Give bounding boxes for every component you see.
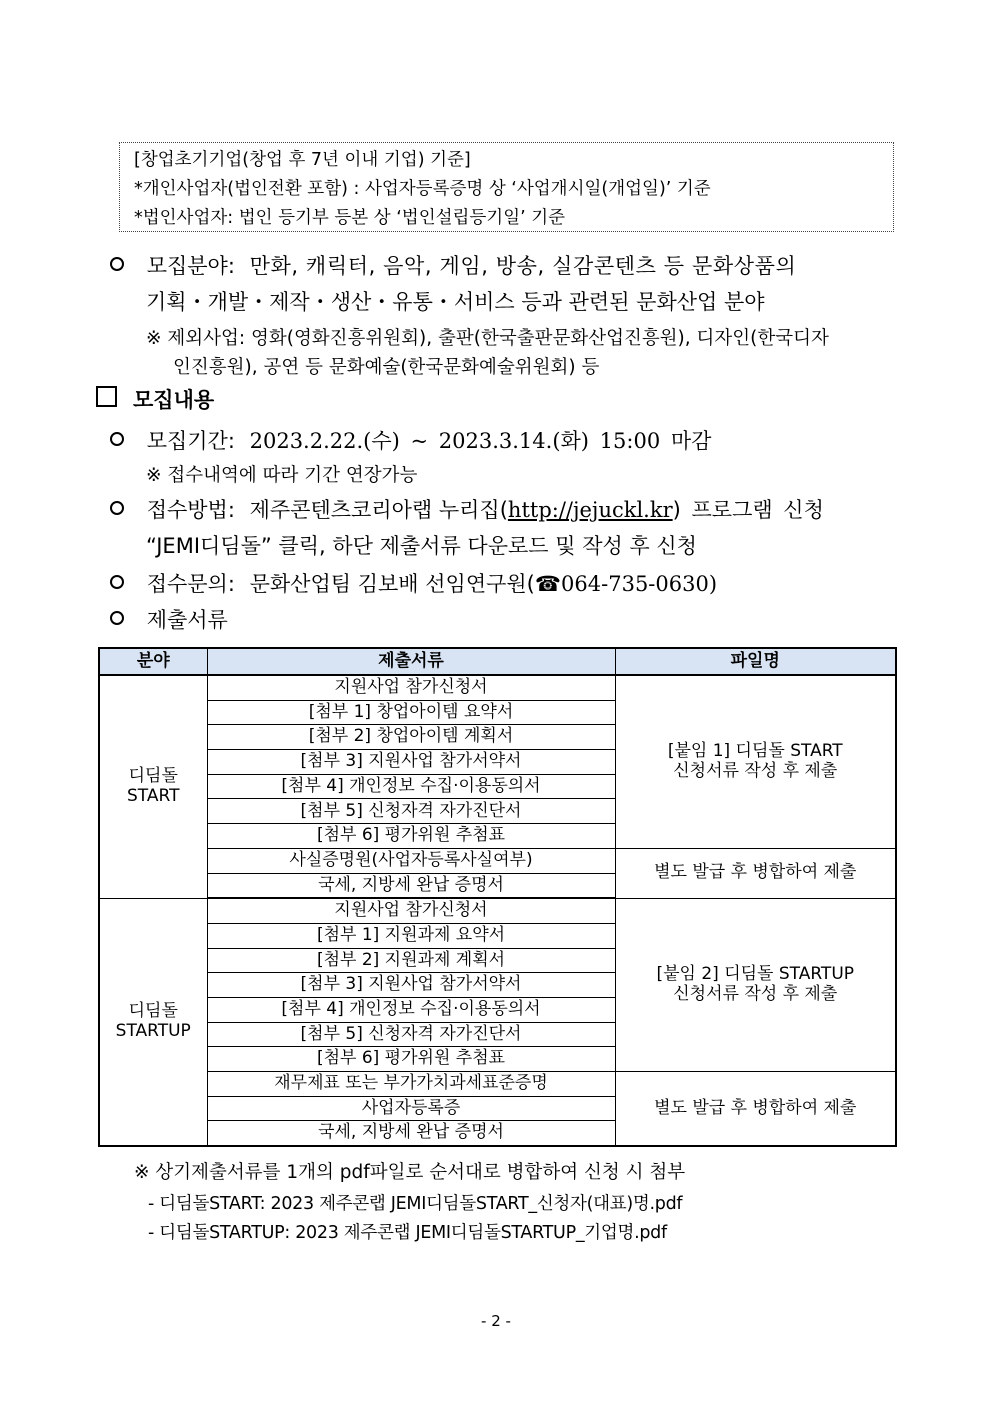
method-text-after: ) 프로그램 신청 <box>672 498 824 522</box>
circle-bullet-icon <box>110 432 124 446</box>
period-note: ※ 접수내역에 따라 기간 연장가능 <box>146 465 418 486</box>
criteria-individual: *개인사업자(법인전환 포함) : 사업자등록증명 상 ‘사업개시일(개업일)’ 기준 <box>134 179 711 199</box>
table-row <box>99 1072 896 1097</box>
document-cell: 사업자등록증 <box>207 1096 615 1121</box>
homepage-link[interactable]: http://jejuckl.kr <box>507 498 673 522</box>
field-exclusion-line2: 인진흥원), 공연 등 문화예술(한국문화예술위원회) 등 <box>173 357 600 378</box>
field-cell-startup <box>99 898 207 1146</box>
footnote-startup-filename: - 디딤돌STARTUP: 2023 제주콘랩 JEMI디딤돌STARTUP_기업명.pdf <box>148 1223 667 1243</box>
method-text-before: 제주콘텐츠코리아랩 누리집( <box>249 498 508 522</box>
period-value: 2023.2.22.(수) ~ 2023.3.14.(화) 15:00 마감 <box>249 429 712 453</box>
documents-label: 제출서류 <box>146 608 228 632</box>
criteria-heading: [창업초기기업(창업 후 7년 이내 기업) 기준] <box>134 150 471 170</box>
table-row <box>99 675 896 700</box>
method-item <box>110 494 824 524</box>
document-cell: [첨부 1] 창업아이템 요약서 <box>207 700 615 725</box>
document-cell: 지원사업 참가신청서 <box>207 675 615 700</box>
document-cell: 재무제표 또는 부가가치과세표준증명 <box>207 1072 615 1097</box>
checkbox-icon <box>96 386 117 407</box>
period-item <box>110 425 711 455</box>
document-cell: [첨부 5] 신청자격 자가진단서 <box>207 799 615 824</box>
circle-bullet-icon <box>110 501 124 515</box>
document-cell: [첨부 3] 지원사업 참가서약서 <box>207 750 615 775</box>
table-header-row <box>99 648 896 675</box>
contact-phone: 064-735-0630) <box>561 572 718 596</box>
field-label: 모집분야: <box>146 254 235 278</box>
method-line2: “JEMI디딤돌” 클릭, 하단 제출서류 다운로드 및 작성 후 신청 <box>146 534 697 558</box>
criteria-box <box>119 142 894 232</box>
document-cell: [첨부 3] 지원사업 참가서약서 <box>207 973 615 998</box>
header-field: 분야 <box>99 648 207 675</box>
field-cell-start <box>99 675 207 898</box>
field-line2: 기획・개발・제작・생산・유통・서비스 등과 관련된 문화산업 분야 <box>146 290 765 314</box>
header-documents: 제출서류 <box>207 648 615 675</box>
documents-table <box>98 647 897 1147</box>
phone-icon: ☎ <box>534 572 562 596</box>
contact-label: 접수문의: <box>146 572 235 596</box>
field-line1: 만화, 캐릭터, 음악, 게임, 방송, 실감콘텐츠 등 문화상품의 <box>249 254 797 278</box>
document-cell: [첨부 4] 개인정보 수집·이용동의서 <box>207 774 615 799</box>
filename-cell: 별도 발급 후 병합하여 제출 <box>615 1072 896 1147</box>
filename-cell: [붙임 1] 디딤돌 START 신청서류 작성 후 제출 <box>615 675 896 848</box>
document-cell: 국세, 지방세 완납 증명서 <box>207 1121 615 1146</box>
documents-item <box>110 604 228 634</box>
document-cell: [첨부 1] 지원과제 요약서 <box>207 923 615 948</box>
field-item <box>110 250 796 280</box>
table-row <box>99 898 896 923</box>
filename-cell: 별도 발급 후 병합하여 제출 <box>615 848 896 898</box>
method-label: 접수방법: <box>146 498 235 522</box>
footnote-start-filename: - 디딤돌START: 2023 제주콘랩 JEMI디딤돌START_신청자(대표)명.pdf <box>148 1194 683 1214</box>
page-number: - 2 - <box>481 1312 511 1330</box>
contact-item <box>110 568 717 598</box>
document-cell: [첨부 6] 평가위원 추첨표 <box>207 824 615 849</box>
table-row <box>99 848 896 873</box>
document-cell: 국세, 지방세 완납 증명서 <box>207 873 615 898</box>
document-cell: [첨부 2] 지원과제 계획서 <box>207 948 615 973</box>
criteria-corporate: *법인사업자: 법인 등기부 등본 상 ‘법인설립등기일’ 기준 <box>134 208 566 228</box>
document-cell: [첨부 2] 창업아이템 계획서 <box>207 725 615 750</box>
footnote-main: ※ 상기제출서류를 1개의 pdf파일로 순서대로 병합하여 신청 시 첨부 <box>134 1162 686 1183</box>
document-cell: [첨부 6] 평가위원 추첨표 <box>207 1047 615 1072</box>
field-exclusion-line1: ※ 제외사업: 영화(영화진흥위원회), 출판(한국출판문화산업진흥원), 디자인(한국디자 <box>146 328 829 349</box>
document-cell: [첨부 4] 개인정보 수집·이용동의서 <box>207 997 615 1022</box>
field-name: 디딤돌 START <box>127 766 180 806</box>
section-title: 모집내용 <box>133 388 215 412</box>
circle-bullet-icon <box>110 611 124 625</box>
document-cell: [첨부 5] 신청자격 자가진단서 <box>207 1022 615 1047</box>
filename-cell: [붙임 2] 디딤돌 STARTUP 신청서류 작성 후 제출 <box>615 898 896 1071</box>
document-cell: 지원사업 참가신청서 <box>207 898 615 923</box>
period-label: 모집기간: <box>146 429 235 453</box>
header-filename: 파일명 <box>615 648 896 675</box>
document-cell: 사실증명원(사업자등록사실여부) <box>207 848 615 873</box>
contact-text: 문화산업팀 김보배 선임연구원( <box>249 572 535 596</box>
circle-bullet-icon <box>110 575 124 589</box>
circle-bullet-icon <box>110 257 124 271</box>
field-name: 디딤돌 STARTUP <box>115 1001 191 1041</box>
